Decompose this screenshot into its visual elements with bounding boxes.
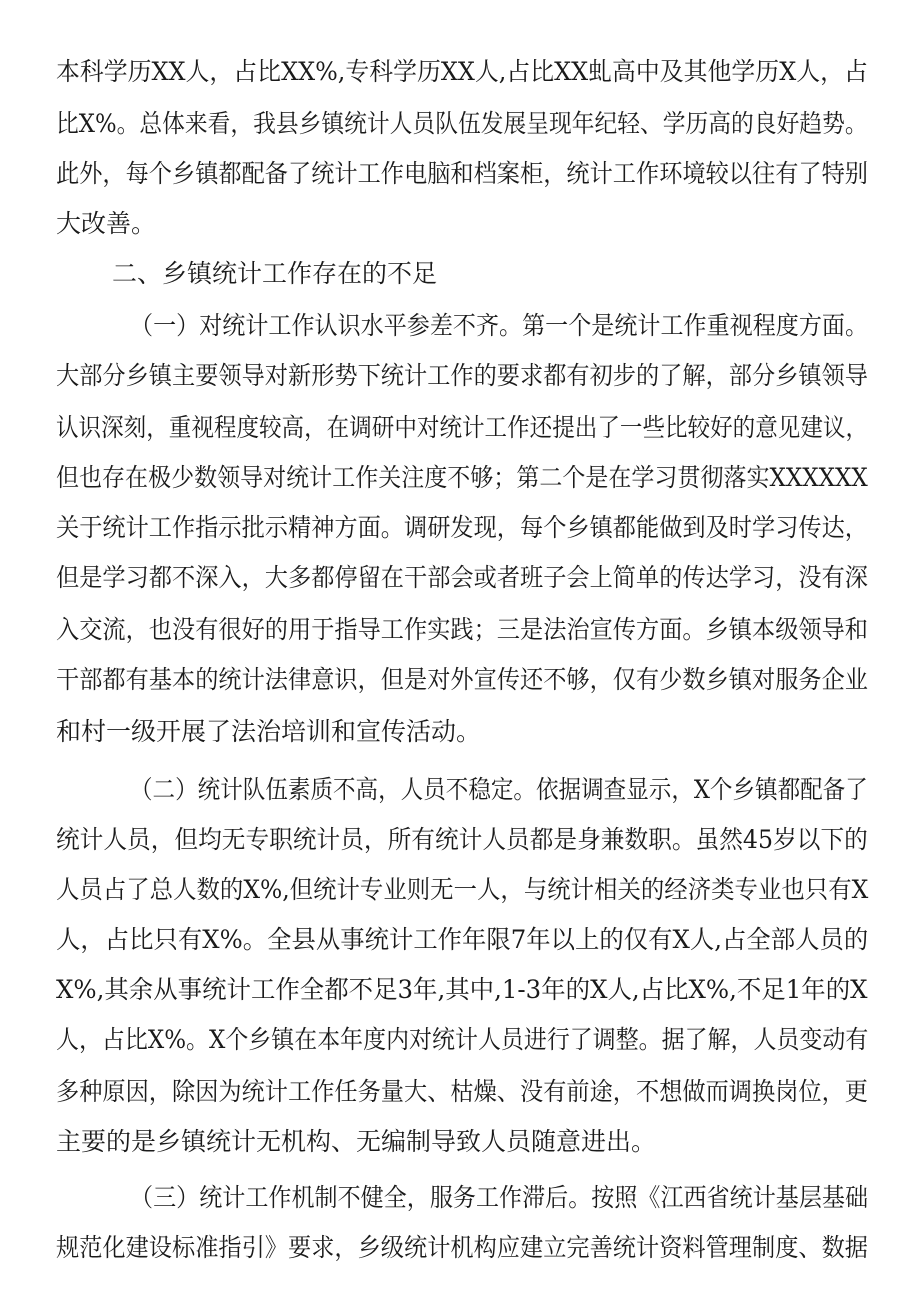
subsection-heading: （一）对统计工作认识水平参差不齐。第一个是统计工作重视程度方面。: [130, 311, 869, 340]
text-line: 关于统计工作指示批示精神方面。调研发现，每个乡镇都能做到及时学习传达，: [56, 513, 869, 542]
text-line: 统计人员，但均无专职统计员，所有统计人员都是身兼数职。虽然45岁以下的: [56, 825, 868, 854]
text-line: 主要的是乡镇统计无机构、无编制导致人员随意进出。: [56, 1127, 657, 1156]
text-line: 人员占了总人数的X%,但统计专业则无一人，与统计相关的经济类专业也只有X: [56, 875, 869, 904]
text-line: 比X%。总体来看，我县乡镇统计人员队伍发展呈现年纪轻、学历高的良好趋势。: [56, 109, 868, 138]
text-line: 大改善。: [56, 209, 157, 238]
text-line: 大部分乡镇主要领导对新形势下统计工作的要求都有初步的了解，部分乡镇领导: [56, 361, 869, 390]
subsection-heading: （三）统计工作机制不健全，服务工作滞后。按照《江西省统计基层基础: [130, 1183, 869, 1212]
text-line: 认识深刻，重视程度较高，在调研中对统计工作还提出了一些比较好的意见建议，: [56, 413, 869, 442]
text-line: 人，占比X%。X个乡镇在本年度内对统计人员进行了调整。据了解，人员变动有: [56, 1025, 869, 1054]
text-line: 规范化建设标准指引》要求，乡级统计机构应建立完善统计资料管理制度、数据: [56, 1233, 869, 1262]
text-line: 此外，每个乡镇都配备了统计工作电脑和档案柜，统计工作环境较以往有了特别: [56, 159, 869, 188]
text-line: 但也存在极少数领导对统计工作关注度不够；第二个是在学习贯彻落实XXXXXX: [56, 463, 868, 492]
text-line: 和村一级开展了法治培训和宣传活动。: [56, 717, 482, 746]
text-line: 但是学习都不深入，大多都停留在干部会或者班子会上简单的传达学习，没有深: [56, 563, 869, 592]
text-line: 入交流，也没有很好的用于指导工作实践；三是法治宣传方面。乡镇本级领导和: [56, 615, 869, 644]
text-line: 本科学历XX人，占比XX%,专科学历XX人,占比XX虬高中及其他学历X人，占: [56, 57, 868, 86]
text-line: 人，占比只有X%。全县从事统计工作年限7年以上的仅有X人,占全部人员的: [56, 925, 869, 954]
section-heading: 二、乡镇统计工作存在的不足: [112, 259, 438, 288]
text-line: 多种原因，除因为统计工作任务量大、枯燥、没有前途，不想做而调换岗位，更: [56, 1077, 869, 1106]
text-line: X%,其余从事统计工作全都不足3年,其中,1-3年的X人,占比X%,不足1年的X: [56, 975, 868, 1004]
text-line: 干部都有基本的统计法律意识，但是对外宣传还不够，仅有少数乡镇对服务企业: [56, 665, 869, 694]
subsection-heading: （二）统计队伍素质不高，人员不稳定。依据调查显示，X个乡镇都配备了: [130, 775, 868, 804]
